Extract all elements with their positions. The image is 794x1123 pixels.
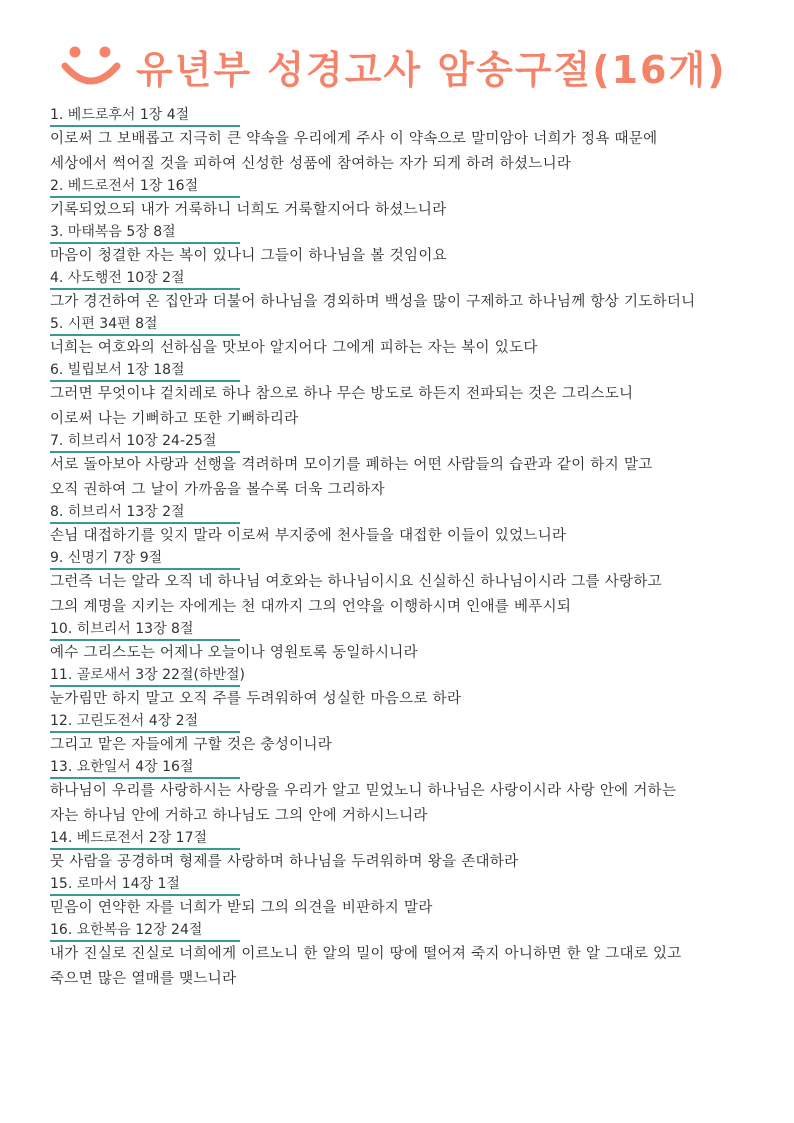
verse-reference: 3. 마태복음 5장 8절	[50, 223, 240, 244]
verse-item	[50, 106, 760, 177]
verse-item	[50, 503, 760, 549]
verse-text-line: 그의 계명을 지키는 자에게는 천 대까지 그의 언약을 이행하시며 인애를 베푸시되	[50, 599, 572, 615]
verse-text-line: 세상에서 썩어질 것을 피하여 신성한 성품에 참여하는 자가 되게 하려 하셨느니라	[50, 156, 572, 172]
verse-text-line: 눈가림만 하지 말고 오직 주를 두려워하여 성실한 마음으로 하라	[50, 691, 462, 707]
verse-item	[50, 432, 760, 503]
verse-text-line: 그런즉 너는 알라 오직 네 하나님 여호와는 하나님이시요 신실하신 하나님이시라 그를 사랑하고	[50, 574, 662, 590]
verse-text-line: 그가 경건하여 온 집안과 더불어 하나님을 경외하며 백성을 많이 구제하고 하나님께 항상 기도하더니	[50, 294, 696, 310]
verse-item	[50, 829, 760, 875]
verse-item	[50, 361, 760, 432]
verse-item	[50, 666, 760, 712]
verse-reference: 7. 히브리서 10장 24-25절	[50, 432, 240, 453]
page-header	[60, 38, 727, 94]
verse-text-line: 뭇 사람을 공경하며 형제를 사랑하며 하나님을 두려워하며 왕을 존대하라	[50, 854, 519, 870]
verse-item	[50, 921, 760, 992]
verse-item	[50, 875, 760, 921]
verse-text-line: 내가 진실로 진실로 너희에게 이르노니 한 알의 밀이 땅에 떨어져 죽지 아니하면 한 알 그대로 있고	[50, 946, 682, 962]
verse-reference: 12. 고린도전서 4장 2절	[50, 712, 240, 733]
verse-reference: 4. 사도행전 10장 2절	[50, 269, 240, 290]
verse-reference: 1. 베드로후서 1장 4절	[50, 106, 240, 127]
verse-text-line: 그러면 무엇이냐 겉치레로 하나 참으로 하나 무슨 방도로 하든지 전파되는 것은 그리스도니	[50, 386, 634, 402]
verse-text-line: 손님 대접하기를 잊지 말라 이로써 부지중에 천사들을 대접한 이들이 있었느니라	[50, 528, 567, 544]
verse-item	[50, 269, 760, 315]
verse-text-line: 너희는 여호와의 선하심을 맛보아 알지어다 그에게 피하는 자는 복이 있도다	[50, 340, 538, 356]
verse-item	[50, 712, 760, 758]
verse-reference: 5. 시편 34편 8절	[50, 315, 240, 336]
verse-reference: 6. 빌립보서 1장 18절	[50, 361, 240, 382]
verse-item	[50, 177, 760, 223]
verse-item	[50, 620, 760, 666]
verse-list	[50, 106, 760, 992]
verse-reference: 16. 요한복음 12장 24절	[50, 921, 240, 942]
smiley-face-icon	[60, 40, 122, 92]
verse-text-line: 하나님이 우리를 사랑하시는 사랑을 우리가 알고 믿었노니 하나님은 사랑이시라 사랑 안에 거하는	[50, 783, 677, 799]
verse-text-line: 그리고 맡은 자들에게 구할 것은 충성이니라	[50, 737, 333, 753]
verse-text-line: 믿음이 연약한 자를 너희가 받되 그의 의견을 비판하지 말라	[50, 900, 433, 916]
verse-item	[50, 223, 760, 269]
verse-text-line: 오직 권하여 그 날이 가까움을 볼수록 더욱 그리하자	[50, 482, 385, 498]
verse-text-line: 기록되었으되 내가 거룩하니 너희도 거룩할지어다 하셨느니라	[50, 202, 447, 218]
verse-text-line: 자는 하나님 안에 거하고 하나님도 그의 안에 거하시느니라	[50, 808, 428, 824]
verse-reference: 10. 히브리서 13장 8절	[50, 620, 240, 641]
verse-reference: 11. 골로새서 3장 22절(하반절)	[50, 666, 240, 687]
verse-text-line: 예수 그리스도는 어제나 오늘이나 영원토록 동일하시니라	[50, 645, 418, 661]
verse-text-line: 이로써 나는 기뻐하고 또한 기뻐하리라	[50, 411, 299, 427]
verse-text-line: 서로 돌아보아 사랑과 선행을 격려하며 모이기를 폐하는 어떤 사람들의 습관과 같이 하지 말고	[50, 457, 653, 473]
verse-item	[50, 758, 760, 829]
verse-item	[50, 549, 760, 620]
verse-text-line: 이로써 그 보배롭고 지극히 큰 약속을 우리에게 주사 이 약속으로 말미암아 너희가 정욕 때문에	[50, 131, 658, 147]
verse-reference: 9. 신명기 7장 9절	[50, 549, 240, 570]
verse-reference: 13. 요한일서 4장 16절	[50, 758, 240, 779]
verse-reference: 14. 베드로전서 2장 17절	[50, 829, 240, 850]
verse-item	[50, 315, 760, 361]
verse-reference: 8. 히브리서 13장 2절	[50, 503, 240, 524]
verse-reference: 15. 로마서 14장 1절	[50, 875, 240, 896]
verse-reference: 2. 베드로전서 1장 16절	[50, 177, 240, 198]
verse-text-line: 마음이 청결한 자는 복이 있나니 그들이 하나님을 볼 것임이요	[50, 248, 447, 264]
page-title: 유년부 성경고사 암송구절(16개)	[136, 47, 727, 92]
verse-text-line: 죽으면 많은 열매를 맺느니라	[50, 971, 237, 987]
